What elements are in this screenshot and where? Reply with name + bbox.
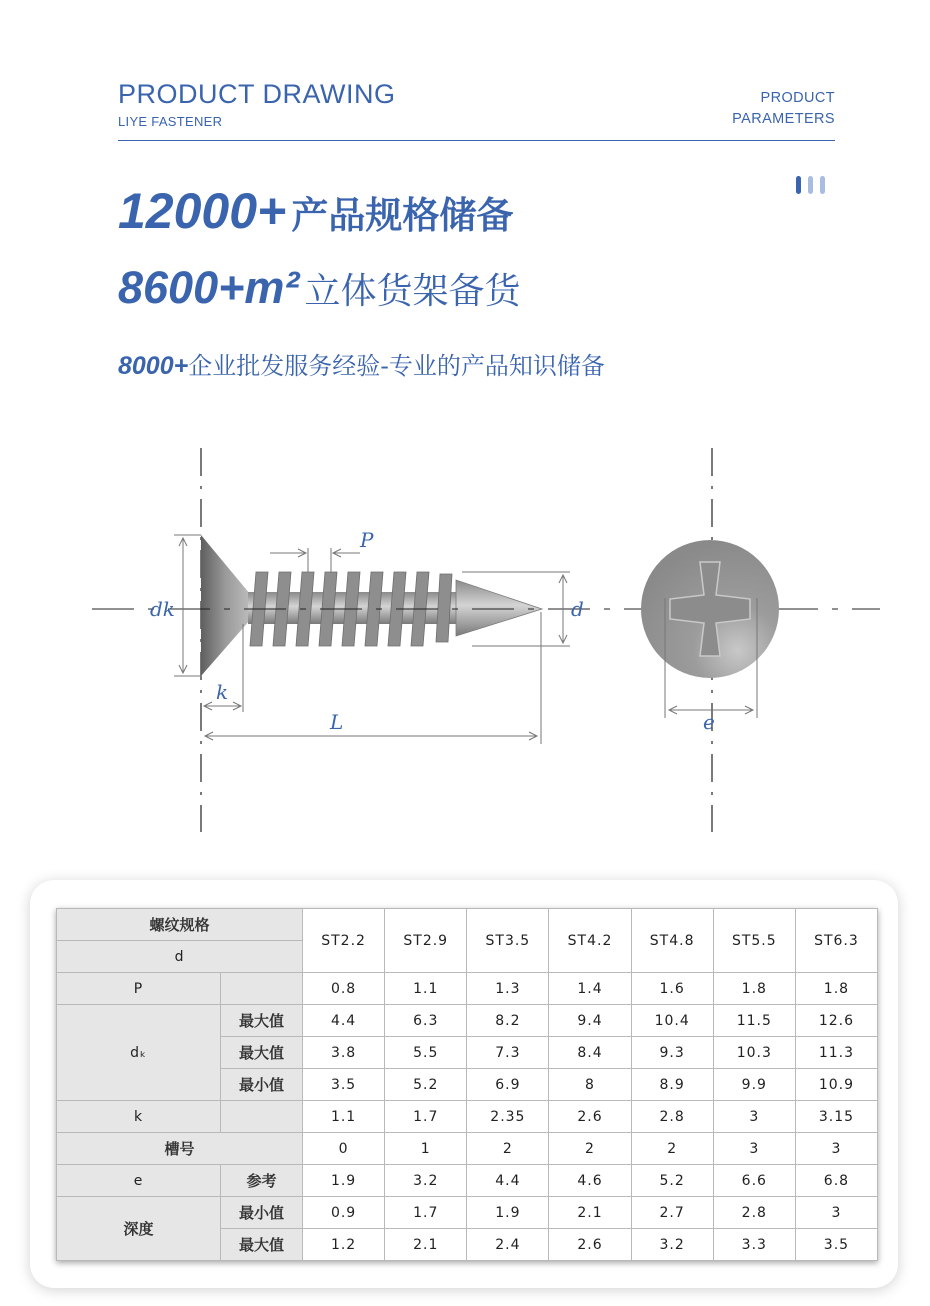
header-left [118, 78, 396, 129]
cell: 2.4 [467, 1229, 549, 1261]
spec-table [56, 908, 878, 1261]
cell: 10.4 [631, 1005, 713, 1037]
cell: 1.2 [303, 1229, 385, 1261]
cell: 6.6 [713, 1165, 795, 1197]
headline-specs-text: 产品规格储备 [291, 194, 514, 237]
dim-p [270, 548, 360, 572]
headline-warehouse-unit: m² [244, 262, 300, 313]
cell: 2 [631, 1133, 713, 1165]
header-divider [118, 140, 835, 141]
headline-specs [118, 182, 513, 240]
col-header: ST2.9 [385, 909, 467, 973]
cell: 2 [467, 1133, 549, 1165]
headline-experience [118, 346, 605, 381]
cell: 2 [549, 1133, 631, 1165]
cell: 5.2 [385, 1069, 467, 1101]
cell: 8.4 [549, 1037, 631, 1069]
table-row-slot [57, 1133, 878, 1165]
headline-warehouse-number: 8600+ [118, 262, 245, 313]
cell: 6.8 [795, 1165, 877, 1197]
table-row-dk-max1 [57, 1005, 878, 1037]
cell: 6.9 [467, 1069, 549, 1101]
row-label-p: P [57, 973, 221, 1005]
cell: 8 [549, 1069, 631, 1101]
cell: 11.3 [795, 1037, 877, 1069]
cell: 8.9 [631, 1069, 713, 1101]
cell: 4.4 [467, 1165, 549, 1197]
decor-bar-3 [820, 176, 825, 194]
cell: 9.9 [713, 1069, 795, 1101]
cell: 11.5 [713, 1005, 795, 1037]
cell: 3.8 [303, 1037, 385, 1069]
col-header: ST2.2 [303, 909, 385, 973]
dim-dk [174, 535, 201, 676]
cell: 2.7 [631, 1197, 713, 1229]
cell: 1.7 [385, 1197, 467, 1229]
label-dk: dk [150, 597, 175, 621]
row-sublabel: 最大值 [221, 1037, 303, 1069]
cell: 3 [795, 1133, 877, 1165]
row-sublabel: 最大值 [221, 1229, 303, 1261]
screw-drawing [0, 440, 930, 840]
row-sublabel-empty [221, 973, 303, 1005]
cell: 1.3 [467, 973, 549, 1005]
cell: 9.3 [631, 1037, 713, 1069]
cell: 9.4 [549, 1005, 631, 1037]
cell: 2.8 [713, 1197, 795, 1229]
row-sublabel: 最大值 [221, 1005, 303, 1037]
cell: 0 [303, 1133, 385, 1165]
cell: 3.5 [303, 1069, 385, 1101]
cell: 1.4 [549, 973, 631, 1005]
row-label-dk: dₖ [57, 1005, 221, 1101]
cell: 1.8 [713, 973, 795, 1005]
col-header: ST4.2 [549, 909, 631, 973]
decor-bar-1 [796, 176, 801, 194]
label-k: k [216, 680, 229, 704]
col-header: ST3.5 [467, 909, 549, 973]
cell: 3.3 [713, 1229, 795, 1261]
row-sublabel-empty [221, 1101, 303, 1133]
headline-warehouse-text: 立体货架备货 [304, 271, 521, 312]
cell: 1.1 [303, 1101, 385, 1133]
cell: 4.4 [303, 1005, 385, 1037]
cell: 5.2 [631, 1165, 713, 1197]
cell: 3.2 [385, 1165, 467, 1197]
cell: 6.3 [385, 1005, 467, 1037]
cell: 1.8 [795, 973, 877, 1005]
header-right-line2: PARAMETERS [732, 111, 835, 127]
row-label-e: e [57, 1165, 221, 1197]
col-header: ST5.5 [713, 909, 795, 973]
headline-specs-number: 12000+ [118, 183, 287, 239]
cell: 10.9 [795, 1069, 877, 1101]
cell: 3 [713, 1101, 795, 1133]
table-row-e [57, 1165, 878, 1197]
label-p: P [360, 528, 374, 552]
label-l: L [330, 710, 344, 734]
row-sublabel: 最小值 [221, 1197, 303, 1229]
label-d: d [571, 597, 584, 621]
cell: 2.1 [385, 1229, 467, 1261]
cell: 1.7 [385, 1101, 467, 1133]
row-label-slot: 槽号 [57, 1133, 303, 1165]
cell: 2.6 [549, 1229, 631, 1261]
headline-experience-number: 8000+ [118, 352, 189, 380]
cell: 10.3 [713, 1037, 795, 1069]
table-row-depth-min [57, 1197, 878, 1229]
decor-bars [796, 176, 825, 194]
cell: 1.1 [385, 973, 467, 1005]
cell: 0.9 [303, 1197, 385, 1229]
table-row-k [57, 1101, 878, 1133]
table-row-p [57, 973, 878, 1005]
cell: 0.8 [303, 973, 385, 1005]
table-row [57, 909, 878, 941]
header-thread-spec: 螺纹规格 [57, 909, 303, 941]
label-e: e [703, 710, 715, 734]
cell: 3.15 [795, 1101, 877, 1133]
cell: 3 [795, 1197, 877, 1229]
decor-bar-2 [808, 176, 813, 194]
row-label-k: k [57, 1101, 221, 1133]
brand-subtitle: LIYE FASTENER [118, 114, 223, 129]
col-header: ST4.8 [631, 909, 713, 973]
cell: 3.5 [795, 1229, 877, 1261]
row-sublabel: 参考 [221, 1165, 303, 1197]
header-right-line1: PRODUCT [760, 90, 835, 106]
cell: 2.8 [631, 1101, 713, 1133]
header-right [732, 88, 835, 130]
cell: 5.5 [385, 1037, 467, 1069]
col-header: ST6.3 [795, 909, 877, 973]
headline-warehouse [118, 262, 521, 314]
headline-experience-text: 企业批发服务经验-专业的产品知识储备 [188, 352, 605, 380]
row-label-depth: 深度 [57, 1197, 221, 1261]
cell: 8.2 [467, 1005, 549, 1037]
cell: 1.9 [467, 1197, 549, 1229]
header-d: d [57, 941, 303, 973]
cell: 7.3 [467, 1037, 549, 1069]
cell: 3.2 [631, 1229, 713, 1261]
cell: 2.35 [467, 1101, 549, 1133]
cell: 3 [713, 1133, 795, 1165]
row-sublabel: 最小值 [221, 1069, 303, 1101]
cell: 1.6 [631, 973, 713, 1005]
cell: 4.6 [549, 1165, 631, 1197]
screw-tip [456, 580, 542, 636]
cell: 12.6 [795, 1005, 877, 1037]
section-title: PRODUCT DRAWING [118, 79, 396, 109]
cell: 2.1 [549, 1197, 631, 1229]
cell: 2.6 [549, 1101, 631, 1133]
cell: 1.9 [303, 1165, 385, 1197]
cell: 1 [385, 1133, 467, 1165]
